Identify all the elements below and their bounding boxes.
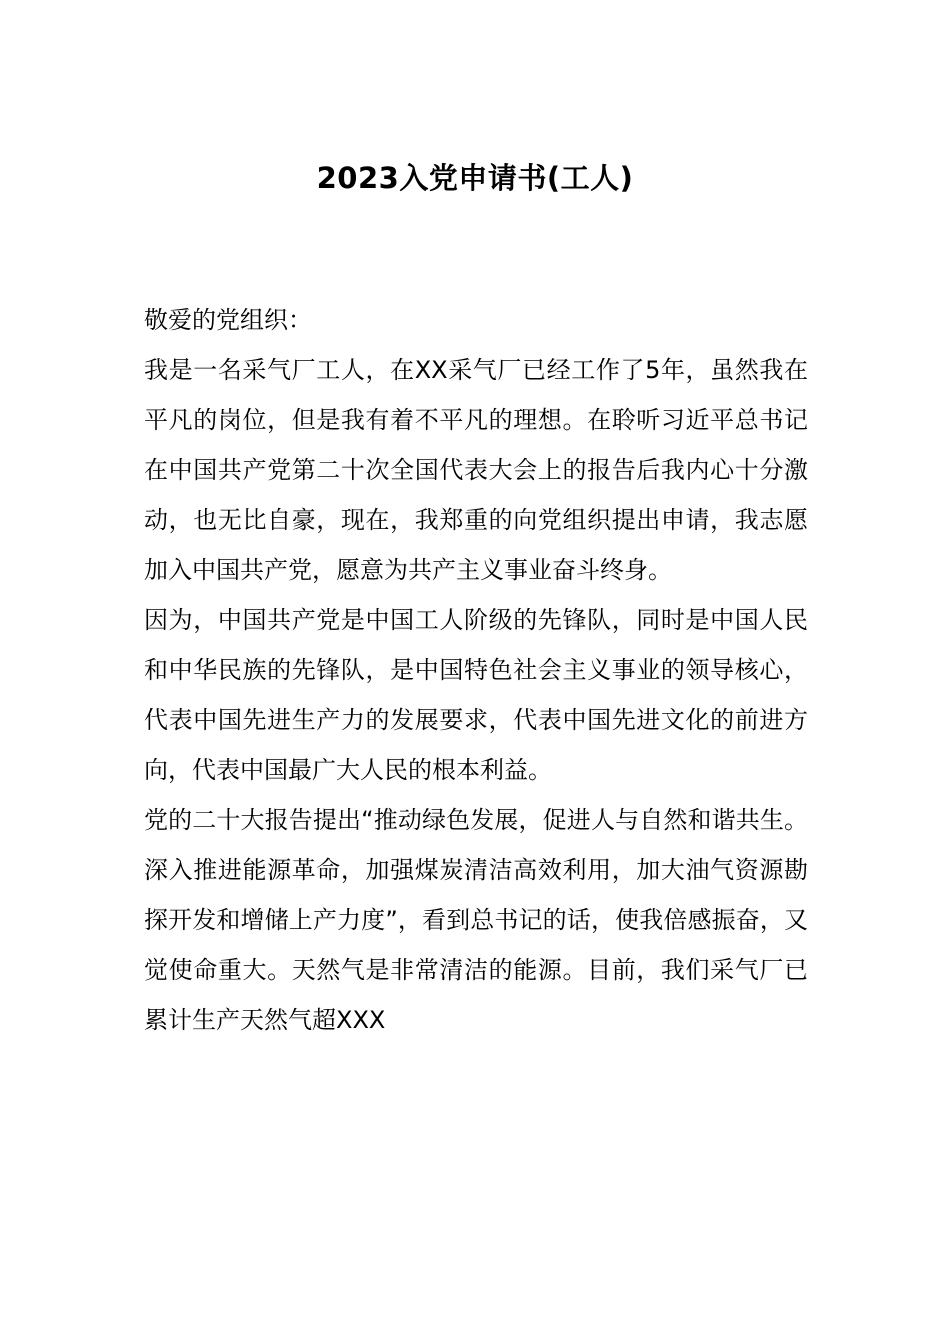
salutation: 敬爱的党组织： — [144, 306, 312, 334]
paragraph-3: 党的二十大报告提出“推动绿色发展，促进人与自然和谐共生。深入推进能源革命，加强煤炭清洁高效利用，加大油气资源勘探开发和增储上产力度”，看到总书记的话，使我倍感振奋，又觉使命重大。天然气是非常清洁的能源。目前，我们采气厂已累计生产天然气超XXX — [144, 806, 808, 1034]
paragraph-2: 因为，中国共产党是中国工人阶级的先锋队，同时是中国人民和中华民族的先锋队，是中国特色社会主义事业的领导核心，代表中国先进生产力的发展要求，代表中国先进文化的前进方向，代表中国最广大人民的根本利益。 — [144, 606, 808, 784]
paragraph-1: 我是一名采气厂工人，在XX采气厂已经工作了5年，虽然我在平凡的岗位，但是我有着不平凡的理想。在聆听习近平总书记在中国共产党第二十次全国代表大会上的报告后我内心十分激动，也无比自豪，现在，我郑重的向党组织提出申请，我志愿加入中国共产党，愿意为共产主义事业奋斗终身。 — [144, 356, 808, 584]
document-title: 2023入党申请书(工人) — [316, 161, 634, 195]
document-body — [144, 295, 808, 1045]
